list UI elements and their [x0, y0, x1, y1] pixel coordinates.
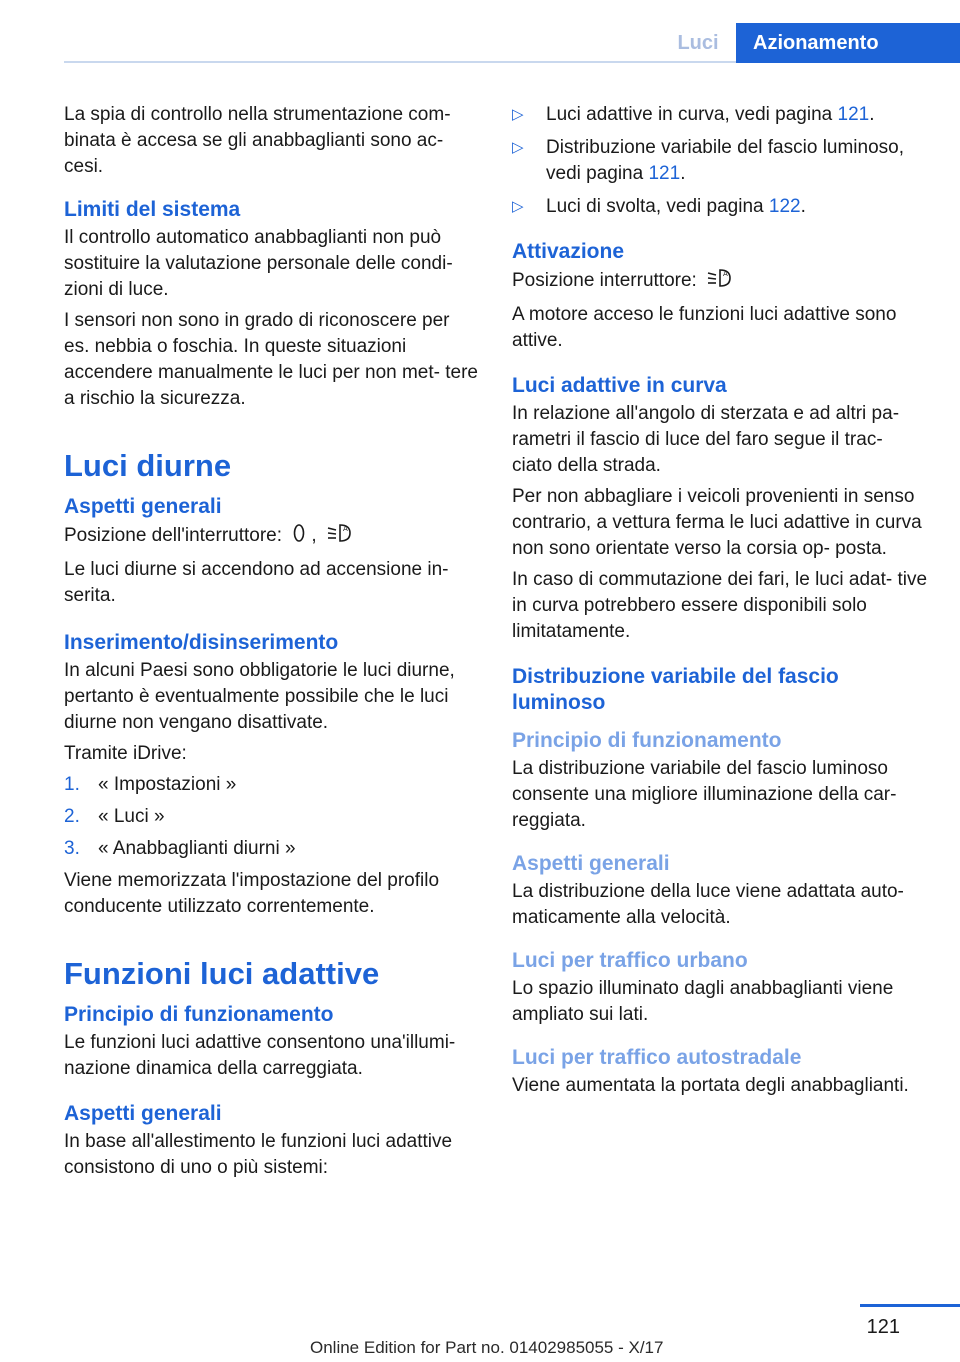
principio-paragraph: Le funzioni luci adattive consentono una'illumi- nazione dinamica della carreggiata.: [64, 1032, 456, 1079]
autostrada-heading: Luci per traffico autostradale: [512, 1046, 802, 1069]
step-item: 1. « Impostazioni »: [64, 774, 237, 795]
idrive-steps: [64, 772, 480, 862]
curva-paragraph-2: Per non abbagliare i veicoli provenienti in senso contrario, a vettura ferma le luci adattive in curva non sono orientate verso la corsia op- posta.: [512, 486, 922, 559]
diurne-paragraph: Le luci diurne si accendono ad accensione in- serita.: [64, 559, 449, 606]
intro-paragraph: La spia di controllo nella strumentazione com- binata è accesa se gli anabbaglianti sono ac- cesi.: [64, 104, 451, 177]
svg-text:A: A: [342, 525, 348, 533]
inserimento-paragraph-1: In alcuni Paesi sono obbligatorie le luci diurne, pertanto è eventualmente possibile che le luci diurne non vengano disattivate.: [64, 660, 455, 733]
footer-rule: [860, 1304, 960, 1307]
list-item: ▷ Distribuzione variabile del fascio luminoso, vedi pagina 121.: [512, 137, 905, 184]
inserimento-paragraph-3: Viene memorizzata l'impostazione del profilo conducente utilizzato correntemente.: [64, 870, 440, 917]
inserimento-heading: Inserimento/disinserimento: [64, 631, 339, 654]
distr-aspetti-heading: Aspetti generali: [512, 852, 670, 875]
page-link[interactable]: 121: [837, 104, 870, 125]
header-chapter-tab[interactable]: Azionamento: [736, 23, 960, 63]
principio-heading: Principio di funzionamento: [64, 1003, 334, 1026]
edition-footer: Online Edition for Part no. 01402985055 - X/17: [310, 1338, 664, 1357]
page-link[interactable]: 122: [768, 196, 801, 217]
header-section[interactable]: Luci: [677, 32, 719, 54]
curva-paragraph-1: In relazione all'angolo di sterzata e ad altri pa- rametri il fascio di luce del faro segue il trac- ciato della strada.: [512, 403, 900, 476]
attivazione-paragraph-1: Posizione interruttore: A: [512, 267, 928, 297]
curva-heading: Luci adattive in curva: [512, 374, 727, 397]
aspetti2-paragraph: In base all'allestimento le funzioni luci adattive consistono di uno o più sistemi:: [64, 1131, 453, 1178]
attivazione-heading: Attivazione: [512, 240, 625, 263]
step-item: 2. « Luci »: [64, 806, 165, 827]
limiti-paragraph-1: Il controllo automatico anabbaglianti non può sostituire la valutazione personale delle condi- zioni di luce.: [64, 227, 453, 300]
list-item: ▷ Luci adattive in curva, vedi pagina 121.: [512, 104, 875, 125]
urbano-paragraph: Lo spazio illuminato dagli anabbaglianti viene ampliato sui lati.: [512, 978, 894, 1025]
list-item: ▷ Luci di svolta, vedi pagina 122.: [512, 196, 806, 217]
adattive-title: Funzioni luci adattive: [64, 956, 380, 991]
diurne-title: Luci diurne: [64, 448, 232, 483]
header-rule: [64, 61, 736, 63]
limiti-heading: Limiti del sistema: [64, 198, 241, 221]
attivazione-paragraph-2: A motore acceso le funzioni luci adattive sono attive.: [512, 304, 897, 351]
systems-list: [512, 102, 928, 220]
curva-paragraph-3: In caso di commutazione dei fari, le luci adat- tive in curva potrebbero essere disponibili solo limitatamente.: [512, 569, 928, 642]
page-number: 121: [866, 1316, 900, 1338]
svg-text:A: A: [723, 270, 728, 278]
step-item: 3. « Anabbaglianti diurni »: [64, 838, 296, 859]
auto-light-icon: [326, 522, 354, 552]
distr-principio-heading: Principio di funzionamento: [512, 729, 782, 752]
aspetti2-heading: Aspetti generali: [64, 1102, 222, 1125]
aspetti-heading: Aspetti generali: [64, 495, 222, 518]
left-column: [64, 102, 480, 1186]
auto-light-icon: [706, 267, 734, 297]
light-off-icon: [291, 522, 307, 552]
inserimento-paragraph-2: Tramite iDrive:: [64, 743, 187, 764]
limiti-paragraph-2: I sensori non sono in grado di riconoscere per es. nebbia o foschia. In queste situazioni accendere manualmente le luci per non met- tere a rischio la sicurezza.: [64, 310, 479, 409]
switch-position-paragraph: [64, 522, 480, 552]
distr-principio-paragraph: La distribuzione variabile del fascio luminoso consente una migliore illuminazione della car- reggiata.: [512, 758, 897, 831]
right-column: [512, 102, 928, 1104]
autostrada-paragraph: Viene aumentata la portata degli anabbaglianti.: [512, 1075, 909, 1096]
page-link[interactable]: 121: [648, 163, 681, 184]
switch-separator: ,: [311, 525, 317, 546]
distr-aspetti-paragraph: La distribuzione della luce viene adattata auto- maticamente alla velocità.: [512, 881, 904, 928]
distribuzione-heading: Distribuzione variabile del fascio luminoso: [512, 665, 839, 714]
switch-position-label: Posizione dell'interruttore:: [64, 525, 283, 546]
urbano-heading: Luci per traffico urbano: [512, 949, 748, 972]
